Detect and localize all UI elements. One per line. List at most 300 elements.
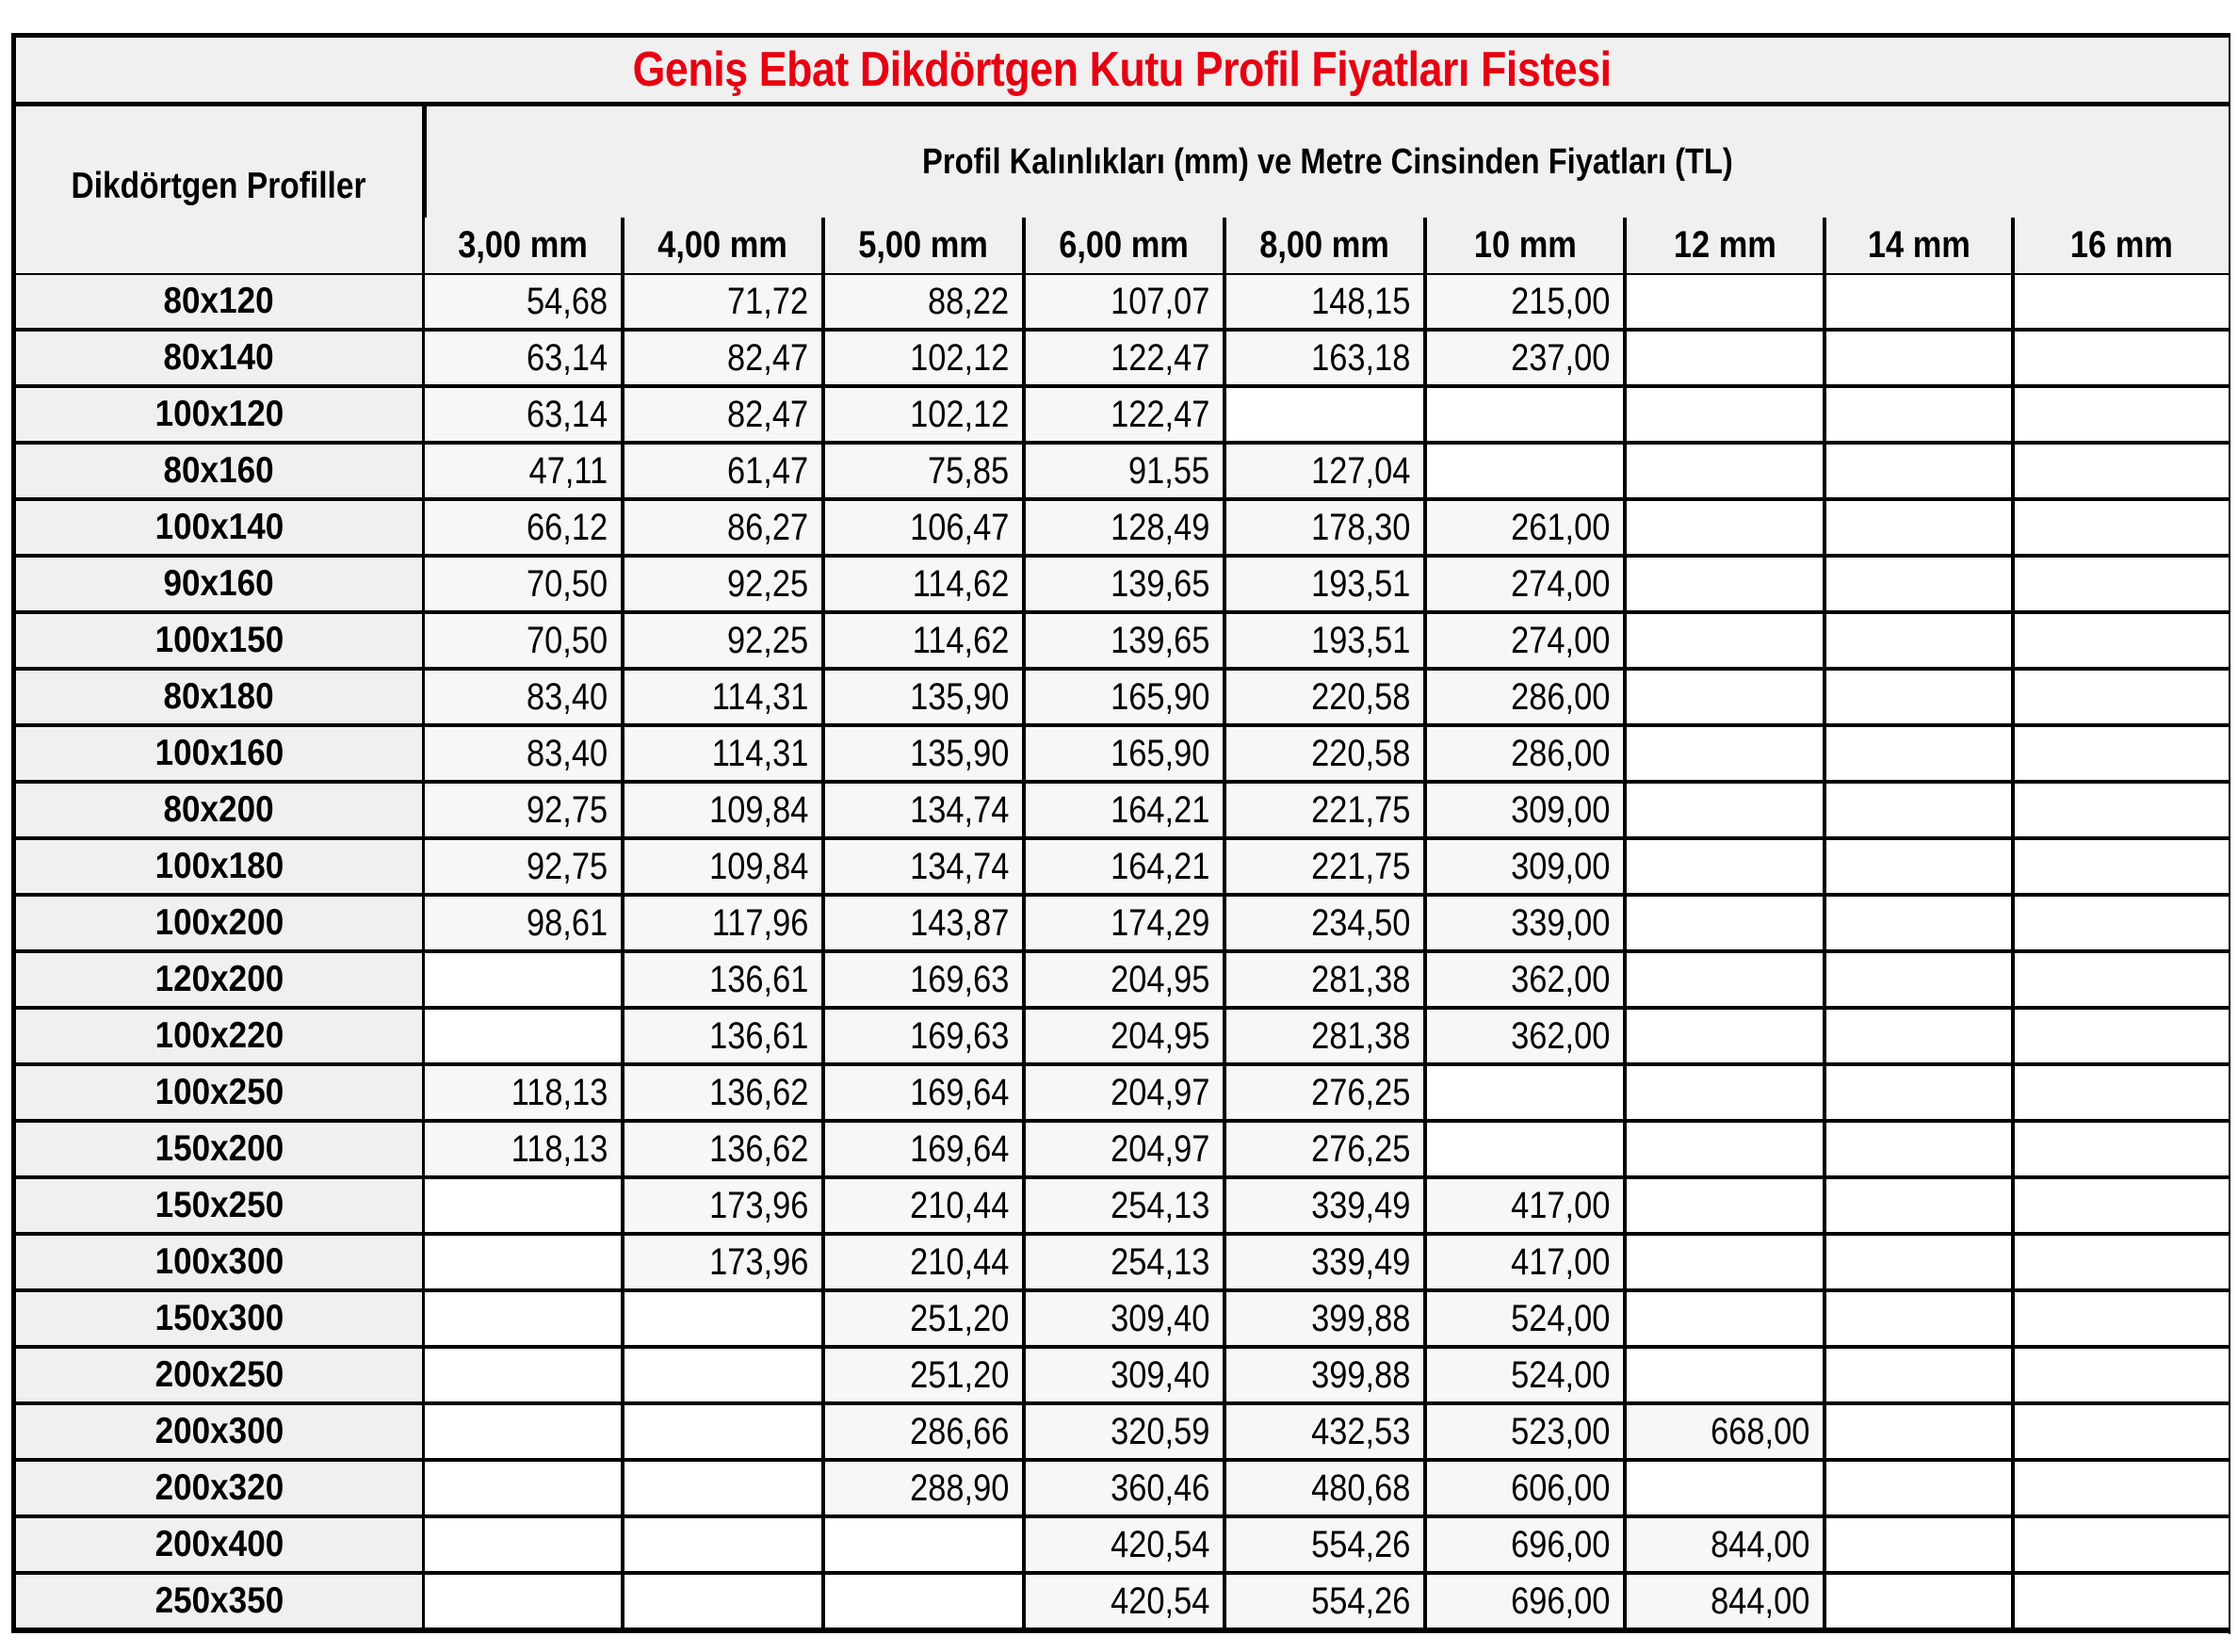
profile-size: 100x120 — [154, 394, 284, 434]
price-cell — [624, 501, 825, 558]
price-value: 210,44 — [909, 1240, 1009, 1283]
price-value: 165,90 — [1110, 675, 1209, 718]
price-value: 524,00 — [1510, 1353, 1610, 1396]
price-cell — [1026, 445, 1226, 501]
price-cell — [2015, 1349, 2229, 1405]
thickness-label: 4,00 mm — [657, 224, 788, 266]
thickness-label: 12 mm — [1673, 224, 1776, 266]
thickness-header-0 — [425, 218, 624, 278]
price-cell — [1627, 388, 1826, 445]
price-cell — [825, 953, 1026, 1010]
price-cell — [425, 1575, 624, 1631]
price-value: 136,62 — [708, 1071, 808, 1113]
profile-size: 100x220 — [154, 1015, 284, 1056]
price-cell — [2015, 332, 2229, 388]
price-cell — [2015, 1462, 2229, 1518]
thickness-label: 8,00 mm — [1259, 224, 1390, 266]
price-value: 696,00 — [1510, 1579, 1610, 1622]
price-cell — [1026, 275, 1226, 332]
row-label-cell — [11, 953, 427, 1010]
price-value: 114,31 — [711, 675, 808, 718]
price-value: 554,26 — [1310, 1579, 1410, 1622]
price-cell — [1226, 1518, 1427, 1575]
price-value: 164,21 — [1110, 788, 1209, 831]
price-value: 399,88 — [1310, 1353, 1410, 1396]
price-cell — [1826, 727, 2015, 784]
price-cell — [1226, 332, 1427, 388]
price-cell — [1427, 614, 1627, 671]
price-cell — [1627, 558, 1826, 614]
price-value: 135,90 — [909, 675, 1009, 718]
profile-size: 100x180 — [154, 846, 284, 886]
price-cell — [1427, 445, 1627, 501]
price-cell — [624, 784, 825, 840]
price-cell — [2015, 614, 2229, 671]
price-value: 136,62 — [708, 1127, 808, 1170]
price-cell — [825, 1405, 1026, 1462]
price-value: 117,96 — [711, 901, 808, 944]
price-cell — [825, 1123, 1026, 1179]
price-cell — [1226, 1349, 1427, 1405]
price-value: 288,90 — [909, 1466, 1009, 1509]
price-cell — [1026, 1349, 1226, 1405]
price-cell — [1427, 388, 1627, 445]
price-cell — [1826, 1292, 2015, 1349]
price-value: 309,00 — [1510, 845, 1610, 887]
price-value: 251,20 — [909, 1353, 1009, 1396]
price-cell — [1226, 501, 1427, 558]
price-value: 523,00 — [1510, 1410, 1610, 1452]
price-value: 362,00 — [1510, 1014, 1610, 1057]
price-cell — [1826, 1066, 2015, 1123]
price-cell — [1826, 558, 2015, 614]
price-value: 254,13 — [1110, 1240, 1209, 1283]
price-value: 135,90 — [909, 732, 1009, 774]
thickness-label: 6,00 mm — [1059, 224, 1190, 266]
price-value: 92,75 — [526, 845, 608, 887]
price-value: 106,47 — [909, 506, 1009, 548]
row-label-cell — [11, 501, 427, 558]
price-cell — [425, 1010, 624, 1066]
price-cell — [1826, 1518, 2015, 1575]
price-cell — [425, 1518, 624, 1575]
price-cell — [1226, 671, 1427, 727]
price-cell — [1627, 1236, 1826, 1292]
price-cell — [425, 445, 624, 501]
price-cell — [1627, 1123, 1826, 1179]
price-value: 360,46 — [1110, 1466, 1209, 1509]
price-cell — [1627, 1518, 1826, 1575]
row-label-cell — [11, 1405, 427, 1462]
price-cell — [1427, 1462, 1627, 1518]
price-cell — [825, 1462, 1026, 1518]
price-table — [11, 33, 2230, 1633]
price-cell — [2015, 671, 2229, 727]
price-value: 118,13 — [511, 1071, 608, 1113]
price-value: 91,55 — [1127, 449, 1209, 492]
price-cell — [1826, 332, 2015, 388]
price-value: 143,87 — [909, 901, 1009, 944]
price-value: 66,12 — [526, 506, 608, 548]
price-value: 148,15 — [1310, 280, 1410, 322]
price-value: 193,51 — [1310, 562, 1410, 605]
price-cell — [2015, 840, 2229, 897]
price-value: 54,68 — [526, 280, 608, 322]
price-cell — [1026, 840, 1226, 897]
price-cell — [1627, 1575, 1826, 1631]
price-cell — [425, 727, 624, 784]
price-value: 82,47 — [726, 336, 808, 379]
price-cell — [1026, 1405, 1226, 1462]
price-cell — [425, 1462, 624, 1518]
price-value: 254,13 — [1110, 1184, 1209, 1226]
price-cell — [1627, 727, 1826, 784]
row-label-cell — [11, 1462, 427, 1518]
price-value: 82,47 — [726, 393, 808, 435]
price-value: 339,00 — [1510, 901, 1610, 944]
thickness-group-label: Profil Kalınlıkları (mm) ve Metre Cinsinden Fiyatları (TL) — [922, 141, 1733, 182]
price-cell — [1226, 1575, 1427, 1631]
price-cell — [1826, 1575, 2015, 1631]
price-cell — [1627, 897, 1826, 953]
price-cell — [624, 1179, 825, 1236]
price-cell — [624, 332, 825, 388]
row-label-cell — [11, 671, 427, 727]
price-cell — [425, 840, 624, 897]
price-value: 83,40 — [526, 732, 608, 774]
price-cell — [825, 1010, 1026, 1066]
price-cell — [1627, 953, 1826, 1010]
price-cell — [2015, 388, 2229, 445]
price-cell — [425, 1066, 624, 1123]
price-cell — [425, 953, 624, 1010]
price-value: 118,13 — [511, 1127, 608, 1170]
price-cell — [1627, 275, 1826, 332]
price-value: 70,50 — [526, 562, 608, 605]
profile-size: 120x200 — [154, 959, 284, 999]
price-cell — [1826, 388, 2015, 445]
row-label-cell — [11, 388, 427, 445]
price-cell — [1427, 332, 1627, 388]
price-value: 309,00 — [1510, 788, 1610, 831]
price-cell — [624, 897, 825, 953]
price-value: 114,31 — [711, 732, 808, 774]
price-cell — [1427, 1575, 1627, 1631]
price-value: 251,20 — [909, 1297, 1009, 1339]
price-value: 420,54 — [1110, 1523, 1209, 1565]
price-cell — [1226, 275, 1427, 332]
profile-size: 80x160 — [163, 450, 275, 491]
price-value: 47,11 — [528, 449, 608, 492]
price-cell — [1826, 897, 2015, 953]
price-cell — [1427, 727, 1627, 784]
profile-size: 150x250 — [154, 1185, 284, 1225]
price-cell — [825, 1349, 1026, 1405]
price-cell — [825, 332, 1026, 388]
profile-size: 100x300 — [154, 1241, 284, 1282]
thickness-label: 14 mm — [1867, 224, 1970, 266]
price-value: 109,84 — [708, 788, 808, 831]
price-cell — [1826, 1405, 2015, 1462]
profile-size: 90x160 — [163, 563, 275, 604]
price-value: 274,00 — [1510, 619, 1610, 661]
price-value: 169,63 — [909, 958, 1009, 1000]
price-value: 169,64 — [909, 1071, 1009, 1113]
price-cell — [624, 1518, 825, 1575]
row-label-cell — [11, 1066, 427, 1123]
price-value: 169,63 — [909, 1014, 1009, 1057]
price-value: 107,07 — [1110, 280, 1209, 322]
price-cell — [624, 1462, 825, 1518]
price-cell — [1026, 784, 1226, 840]
price-cell — [2015, 897, 2229, 953]
price-cell — [425, 332, 624, 388]
price-value: 122,47 — [1110, 336, 1209, 379]
row-label-cell — [11, 897, 427, 953]
price-cell — [1627, 784, 1826, 840]
price-cell — [1627, 445, 1826, 501]
price-value: 554,26 — [1310, 1523, 1410, 1565]
price-cell — [1026, 1123, 1226, 1179]
price-cell — [2015, 1292, 2229, 1349]
price-cell — [1026, 1518, 1226, 1575]
price-cell — [1427, 1292, 1627, 1349]
price-value: 165,90 — [1110, 732, 1209, 774]
price-cell — [1826, 1349, 2015, 1405]
row-label-cell — [11, 1575, 427, 1631]
price-value: 136,61 — [708, 958, 808, 1000]
price-cell — [425, 897, 624, 953]
price-value: 220,58 — [1310, 732, 1410, 774]
price-cell — [2015, 1123, 2229, 1179]
price-cell — [825, 671, 1026, 727]
price-value: 163,18 — [1310, 336, 1410, 379]
price-value: 417,00 — [1510, 1240, 1610, 1283]
price-cell — [425, 1349, 624, 1405]
profile-size: 100x200 — [154, 902, 284, 943]
row-label-cell — [11, 1010, 427, 1066]
price-value: 210,44 — [909, 1184, 1009, 1226]
price-cell — [2015, 727, 2229, 784]
profile-size: 200x300 — [154, 1411, 284, 1451]
price-value: 276,25 — [1310, 1127, 1410, 1170]
price-cell — [624, 727, 825, 784]
price-cell — [2015, 1405, 2229, 1462]
price-value: 668,00 — [1710, 1410, 1809, 1452]
price-value: 92,25 — [726, 619, 808, 661]
row-label-cell — [11, 1123, 427, 1179]
price-cell — [2015, 1575, 2229, 1631]
price-cell — [1826, 1179, 2015, 1236]
price-value: 281,38 — [1310, 958, 1410, 1000]
right-edge-line — [2229, 33, 2230, 1634]
price-cell — [1427, 501, 1627, 558]
price-value: 274,00 — [1510, 562, 1610, 605]
profile-size: 100x160 — [154, 733, 284, 773]
table-title-row — [11, 33, 2229, 106]
thickness-label: 10 mm — [1473, 224, 1577, 266]
price-cell — [624, 1405, 825, 1462]
price-value: 127,04 — [1310, 449, 1410, 492]
price-cell — [1427, 558, 1627, 614]
profile-size: 200x250 — [154, 1354, 284, 1395]
price-cell — [1427, 1518, 1627, 1575]
row-label-cell — [11, 614, 427, 671]
price-cell — [2015, 1518, 2229, 1575]
price-cell — [1826, 1462, 2015, 1518]
price-value: 480,68 — [1310, 1466, 1410, 1509]
price-cell — [1627, 1066, 1826, 1123]
price-cell — [425, 275, 624, 332]
price-value: 178,30 — [1310, 506, 1410, 548]
row-label-cell — [11, 727, 427, 784]
price-value: 92,25 — [726, 562, 808, 605]
price-cell — [1026, 501, 1226, 558]
thickness-header-1 — [624, 218, 825, 278]
profile-size: 100x140 — [154, 507, 284, 547]
price-value: 164,21 — [1110, 845, 1209, 887]
profile-size: 200x320 — [154, 1467, 284, 1508]
price-value: 204,95 — [1110, 958, 1209, 1000]
price-cell — [1026, 1236, 1226, 1292]
price-value: 139,65 — [1110, 562, 1209, 605]
row-label-cell — [11, 1179, 427, 1236]
profile-size: 100x250 — [154, 1072, 284, 1112]
row-header-cell — [11, 106, 427, 278]
price-cell — [624, 840, 825, 897]
price-cell — [1627, 1292, 1826, 1349]
price-cell — [825, 784, 1026, 840]
price-value: 417,00 — [1510, 1184, 1610, 1226]
price-cell — [825, 840, 1026, 897]
price-cell — [1427, 897, 1627, 953]
price-cell — [1026, 332, 1226, 388]
profile-size: 100x150 — [154, 620, 284, 660]
price-value: 276,25 — [1310, 1071, 1410, 1113]
price-cell — [1627, 1462, 1826, 1518]
price-cell — [624, 1066, 825, 1123]
price-cell — [624, 1236, 825, 1292]
price-cell — [425, 558, 624, 614]
row-label-cell — [11, 1292, 427, 1349]
price-value: 83,40 — [526, 675, 608, 718]
price-cell — [2015, 275, 2229, 332]
price-cell — [425, 1123, 624, 1179]
price-value: 169,64 — [909, 1127, 1009, 1170]
price-cell — [1826, 275, 2015, 332]
price-cell — [2015, 953, 2229, 1010]
price-value: 309,40 — [1110, 1353, 1209, 1396]
price-value: 114,62 — [912, 619, 1009, 661]
thickness-label: 16 mm — [2069, 224, 2174, 266]
price-cell — [1026, 1292, 1226, 1349]
price-cell — [825, 501, 1026, 558]
price-value: 215,00 — [1510, 280, 1610, 322]
price-cell — [1427, 1349, 1627, 1405]
price-value: 281,38 — [1310, 1014, 1410, 1057]
row-label-cell — [11, 445, 427, 501]
price-cell — [1427, 953, 1627, 1010]
row-label-cell — [11, 840, 427, 897]
price-cell — [1826, 1123, 2015, 1179]
profile-size: 150x300 — [154, 1298, 284, 1338]
price-cell — [425, 1236, 624, 1292]
price-value: 339,49 — [1310, 1184, 1410, 1226]
price-value: 86,27 — [726, 506, 808, 548]
price-value: 204,97 — [1110, 1071, 1209, 1113]
price-cell — [1026, 727, 1226, 784]
price-value: 220,58 — [1310, 675, 1410, 718]
price-cell — [825, 275, 1026, 332]
price-value: 309,40 — [1110, 1297, 1209, 1339]
price-cell — [1226, 1292, 1427, 1349]
price-value: 173,96 — [708, 1184, 808, 1226]
price-cell — [1427, 840, 1627, 897]
price-cell — [1026, 1462, 1226, 1518]
price-cell — [624, 558, 825, 614]
price-cell — [624, 388, 825, 445]
price-cell — [425, 784, 624, 840]
price-cell — [1226, 1462, 1427, 1518]
price-value: 221,75 — [1310, 845, 1410, 887]
price-cell — [1226, 840, 1427, 897]
price-cell — [825, 445, 1026, 501]
price-cell — [825, 1518, 1026, 1575]
price-cell — [425, 1405, 624, 1462]
price-cell — [825, 614, 1026, 671]
price-cell — [624, 953, 825, 1010]
price-value: 92,75 — [526, 788, 608, 831]
thickness-header-8 — [2015, 218, 2229, 278]
price-value: 234,50 — [1310, 901, 1410, 944]
row-label-cell — [11, 784, 427, 840]
price-value: 109,84 — [708, 845, 808, 887]
thickness-header-5 — [1427, 218, 1627, 278]
price-value: 606,00 — [1510, 1466, 1610, 1509]
price-cell — [2015, 784, 2229, 840]
price-cell — [1427, 1179, 1627, 1236]
price-cell — [624, 1292, 825, 1349]
price-value: 122,47 — [1110, 393, 1209, 435]
bottom-border — [11, 1628, 2229, 1633]
price-cell — [1026, 897, 1226, 953]
price-cell — [1226, 1123, 1427, 1179]
row-label-cell — [11, 332, 427, 388]
price-cell — [1427, 1123, 1627, 1179]
price-cell — [1427, 671, 1627, 727]
row-label-cell — [11, 275, 427, 332]
price-cell — [1026, 1179, 1226, 1236]
price-cell — [1627, 1405, 1826, 1462]
price-cell — [1026, 953, 1226, 1010]
price-cell — [1826, 671, 2015, 727]
price-value: 362,00 — [1510, 958, 1610, 1000]
price-cell — [1226, 897, 1427, 953]
price-cell — [425, 614, 624, 671]
price-cell — [1627, 332, 1826, 388]
price-value: 139,65 — [1110, 619, 1209, 661]
price-cell — [2015, 1179, 2229, 1236]
price-value: 844,00 — [1710, 1523, 1809, 1565]
profile-size: 80x120 — [163, 281, 275, 321]
price-cell — [1427, 784, 1627, 840]
thickness-label: 5,00 mm — [858, 224, 989, 266]
price-value: 102,12 — [909, 336, 1009, 379]
price-cell — [1226, 784, 1427, 840]
profile-size: 80x200 — [163, 789, 275, 830]
price-cell — [425, 388, 624, 445]
price-value: 173,96 — [708, 1240, 808, 1283]
